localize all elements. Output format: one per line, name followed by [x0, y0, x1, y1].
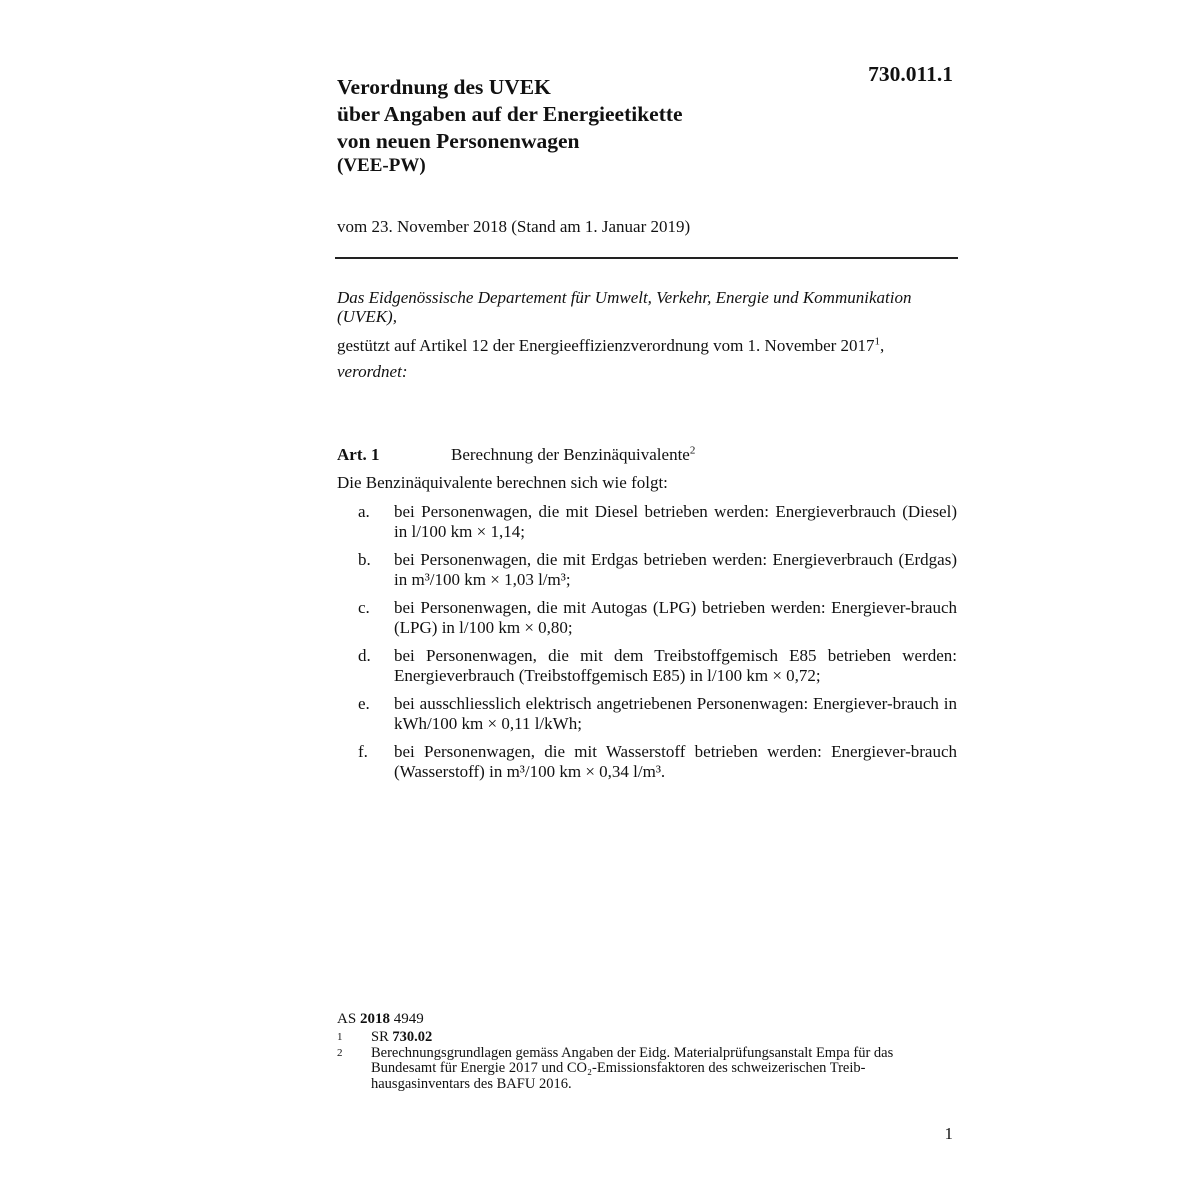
as-page: 4949	[393, 1011, 424, 1027]
footnote-number: 2	[337, 1046, 343, 1059]
official-compilation-reference	[337, 1011, 424, 1028]
list-item-label: f.	[358, 742, 368, 761]
list-item-label: b.	[358, 550, 371, 569]
list-item	[337, 646, 957, 685]
list-item-text: bei Personenwagen, die mit Diesel betrieben werden: Energieverbrauch (Diesel) in l/100 km × 1,14;	[394, 502, 957, 541]
list-item-text: bei Personenwagen, die mit dem Treibstoffgemisch E85 betrieben werden: Energieverbrauch (Treibstoffgemisch E85) in l/100 km × 0,72;	[394, 646, 957, 685]
as-prefix: AS	[337, 1011, 357, 1027]
title-line-1: Verordnung des UVEK	[337, 75, 551, 99]
list-item-text: bei Personenwagen, die mit Erdgas betrieben werden: Energieverbrauch (Erdgas) in m³/100 km × 1,03 l/m³;	[394, 550, 957, 589]
list-item	[337, 694, 957, 733]
footnote-prefix: SR	[371, 1029, 389, 1045]
document-title	[337, 74, 683, 155]
title-line-3: von neuen Personenwagen	[337, 129, 580, 153]
footnote-sr-link[interactable]: 730.02	[392, 1029, 433, 1045]
footnote-ref-2[interactable]: 2	[689, 444, 696, 457]
footnote-number: 1	[337, 1031, 343, 1043]
article-heading	[337, 445, 695, 465]
footnotes	[337, 1030, 957, 1092]
preamble-authority: Das Eidgenössische Departement für Umwelt, Verkehr, Energie und Kommunikation (UVEK),	[337, 288, 912, 326]
as-year: 2018	[359, 1011, 390, 1027]
list-item-label: e.	[358, 694, 370, 713]
list-item-label: c.	[358, 598, 370, 617]
list-item	[337, 550, 957, 589]
article-number: Art. 1	[337, 445, 380, 464]
header-divider	[335, 257, 958, 259]
footnote-text: Berechnungsgrundlagen gemäss Angaben der Eidg. Materialprüfungsanstalt Empa für das Bundesamt für Energie 2017 und CO₂-Emissionsfaktoren des schweizerischen Treib-hausgasinventars des BAFU 2016.	[371, 1044, 894, 1092]
sr-number: 730.011.1	[868, 62, 953, 86]
list-item-label: a.	[358, 502, 370, 521]
list-item-text: bei ausschliesslich elektrisch angetriebenen Personenwagen: Energiever-brauch in kWh/100 km × 0,11 l/kWh;	[394, 694, 957, 733]
article-intro: Die Benzinäquivalente berechnen sich wie folgt:	[337, 473, 668, 492]
article-list	[337, 502, 957, 790]
list-item	[337, 502, 957, 541]
preamble-basis-text: gestützt auf Artikel 12 der Energieeffizienzverordnung vom 1. November 2017	[337, 336, 875, 355]
list-item-label: d.	[358, 646, 371, 665]
list-item-text: bei Personenwagen, die mit Wasserstoff betrieben werden: Energiever-brauch (Wasserstoff) in m³/100 km × 0,34 l/m³.	[394, 742, 957, 781]
date-line: vom 23. November 2018 (Stand am 1. Januar 2019)	[337, 217, 691, 236]
list-item	[337, 598, 957, 637]
title-line-2: über Angaben auf der Energieetikette	[337, 102, 683, 126]
document-abbreviation: (VEE-PW)	[337, 155, 426, 176]
footnote	[337, 1030, 957, 1046]
preamble-basis	[337, 336, 957, 355]
footnote-ref-1[interactable]: 1	[874, 335, 881, 348]
footnote-text	[371, 1030, 957, 1046]
preamble-basis-end: ,	[880, 336, 885, 355]
list-item-text: bei Personenwagen, die mit Autogas (LPG) betrieben werden: Energiever-brauch (LPG) in l/100 km × 0,80;	[394, 598, 957, 637]
preamble-decree: verordnet:	[337, 362, 408, 381]
list-item	[337, 742, 957, 781]
footnote	[337, 1046, 957, 1093]
article-title: Berechnung der Benzinäquivalente	[451, 445, 690, 464]
page-number: 1	[944, 1124, 953, 1143]
